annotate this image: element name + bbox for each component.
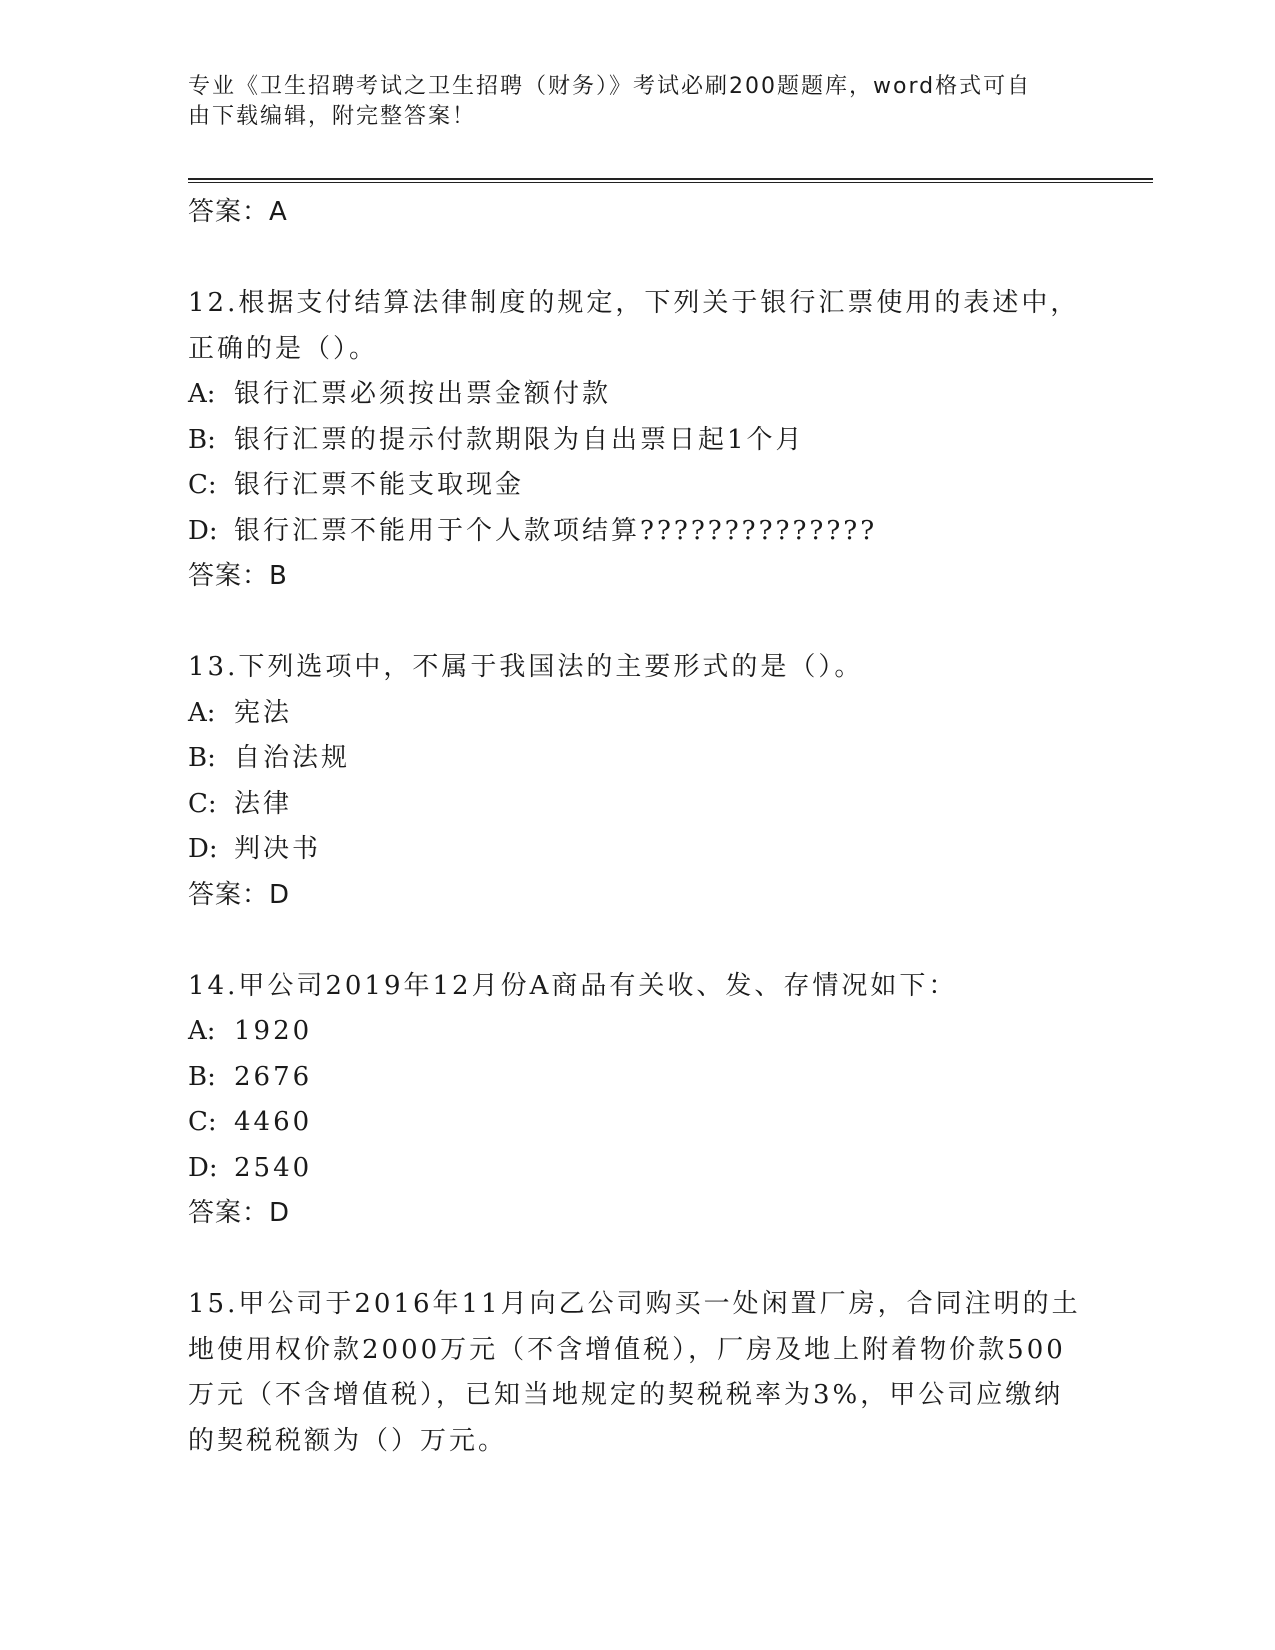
answer-q11: 答案：A	[188, 197, 288, 227]
option-letter: A:	[188, 379, 216, 409]
option-a	[188, 691, 1088, 737]
option-b	[188, 736, 1088, 782]
header-divider-thick	[188, 178, 1153, 180]
option-letter: D:	[188, 1152, 218, 1183]
question-12	[188, 281, 1088, 600]
option-d	[188, 827, 1088, 873]
option-c	[188, 463, 1088, 509]
answer-q14: 答案：D	[188, 1198, 291, 1228]
option-letter: B:	[188, 1061, 216, 1092]
option-text: 银行汇票不能支取现金	[234, 470, 525, 500]
question-15	[188, 1282, 1088, 1464]
option-letter: D:	[188, 834, 218, 864]
option-a	[188, 372, 1088, 418]
option-text: 宪法	[234, 697, 293, 728]
answer-q13: 答案：D	[188, 879, 291, 910]
option-text: 2540	[234, 1152, 313, 1183]
option-c	[188, 782, 1088, 828]
question-stem: 15.甲公司于2016年11月向乙公司购买一处闲置厂房，合同注明的土	[188, 1289, 1081, 1319]
question-stem: 正确的是（）。	[188, 333, 379, 364]
option-letter: D:	[188, 515, 218, 546]
spacer	[188, 600, 1088, 646]
question-list	[188, 190, 1088, 1464]
option-b	[188, 1055, 1088, 1101]
option-letter: C:	[188, 788, 217, 819]
option-text: 1920	[234, 1016, 313, 1046]
option-a	[188, 1009, 1088, 1055]
option-letter: A:	[188, 697, 216, 728]
option-b	[188, 418, 1088, 464]
option-letter: C:	[188, 470, 217, 500]
option-letter: C:	[188, 1107, 217, 1137]
question-stem: 13.下列选项中，不属于我国法的主要形式的是（）。	[188, 652, 864, 682]
header-line-1: 专业《卫生招聘考试之卫生招聘（财务）》考试必刷200题题库，word格式可自	[188, 74, 1032, 99]
question-stem: 12.根据支付结算法律制度的规定，下列关于银行汇票使用的表述中，	[188, 288, 1080, 318]
header-line-2: 由下载编辑，附完整答案！	[188, 104, 477, 129]
option-text: 银行汇票必须按出票金额付款	[234, 379, 612, 409]
option-text: 4460	[234, 1107, 313, 1137]
spacer	[188, 918, 1088, 964]
option-c	[188, 1100, 1088, 1146]
question-14	[188, 964, 1088, 1237]
option-letter: B:	[188, 743, 216, 773]
header-divider-thin	[188, 182, 1153, 183]
option-text: 法律	[234, 788, 293, 819]
option-text: 判决书	[234, 834, 322, 864]
option-text: 银行汇票不能用于个人款项结算??????????????	[234, 515, 878, 546]
option-letter: A:	[188, 1016, 216, 1046]
question-stem: 万元（不含增值税），已知当地规定的契税税率为3%，甲公司应缴纳	[188, 1380, 1064, 1410]
spacer	[188, 1237, 1088, 1283]
option-letter: B:	[188, 424, 216, 455]
option-text: 银行汇票的提示付款期限为自出票日起1个月	[234, 424, 805, 455]
answer-q12: 答案：B	[188, 561, 288, 591]
option-text: 自治法规	[234, 743, 351, 773]
spacer	[188, 236, 1088, 282]
question-stem: 地使用权价款2000万元（不含增值税），厂房及地上附着物价款500	[188, 1334, 1066, 1365]
option-text: 2676	[234, 1061, 313, 1092]
document-header	[188, 72, 1088, 132]
question-stem: 的契税税额为（）万元。	[188, 1425, 508, 1456]
option-d	[188, 509, 1088, 555]
question-13	[188, 645, 1088, 918]
option-d	[188, 1146, 1088, 1192]
question-stem: 14.甲公司2019年12月份A商品有关收、发、存情况如下：	[188, 970, 958, 1001]
